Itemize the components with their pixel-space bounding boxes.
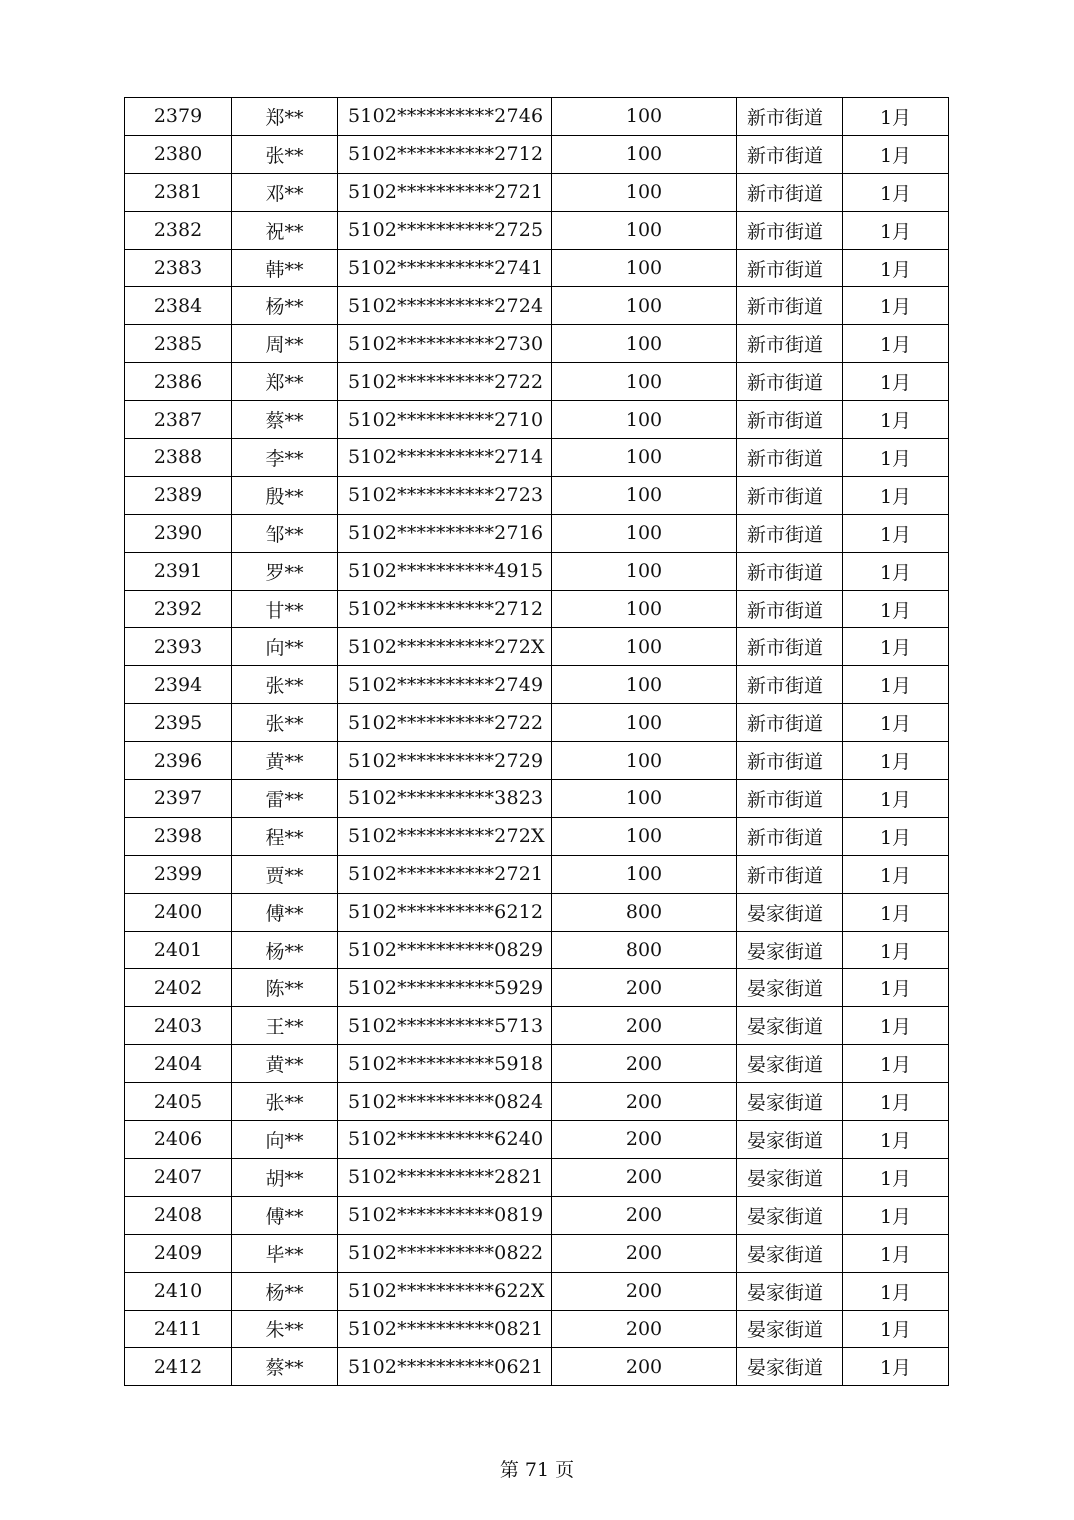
amount-cell: 200 <box>552 1348 737 1386</box>
name-cell: 甘** <box>232 590 338 628</box>
street-cell: 晏家街道 <box>737 1007 843 1045</box>
amount-cell: 200 <box>552 1158 737 1196</box>
serial-cell: 2411 <box>125 1310 232 1348</box>
name-cell: 向** <box>232 1121 338 1159</box>
street-cell: 晏家街道 <box>737 1310 843 1348</box>
id-number-cell: 5102**********2716 <box>338 514 552 552</box>
amount-cell: 100 <box>552 439 737 477</box>
id-number-cell: 5102**********272X <box>338 817 552 855</box>
amount-cell: 100 <box>552 704 737 742</box>
id-number-cell: 5102**********622X <box>338 1272 552 1310</box>
street-cell: 晏家街道 <box>737 893 843 931</box>
month-cell: 1月 <box>843 1310 949 1348</box>
name-cell: 傅** <box>232 1196 338 1234</box>
table-row <box>125 363 949 401</box>
id-number-cell: 5102**********3823 <box>338 780 552 818</box>
street-cell: 晏家街道 <box>737 1348 843 1386</box>
table-row <box>125 893 949 931</box>
table-row <box>125 325 949 363</box>
serial-cell: 2392 <box>125 590 232 628</box>
table-row <box>125 211 949 249</box>
month-cell: 1月 <box>843 780 949 818</box>
serial-cell: 2388 <box>125 439 232 477</box>
id-number-cell: 5102**********4915 <box>338 552 552 590</box>
street-cell: 晏家街道 <box>737 1045 843 1083</box>
serial-cell: 2408 <box>125 1196 232 1234</box>
name-cell: 张** <box>232 1083 338 1121</box>
street-cell: 新市街道 <box>737 590 843 628</box>
serial-cell: 2403 <box>125 1007 232 1045</box>
name-cell: 张** <box>232 666 338 704</box>
table-row <box>125 552 949 590</box>
street-cell: 晏家街道 <box>737 1121 843 1159</box>
name-cell: 郑** <box>232 363 338 401</box>
name-cell: 祝** <box>232 211 338 249</box>
table-row <box>125 817 949 855</box>
street-cell: 新市街道 <box>737 476 843 514</box>
name-cell: 陈** <box>232 969 338 1007</box>
id-number-cell: 5102**********2724 <box>338 287 552 325</box>
month-cell: 1月 <box>843 666 949 704</box>
name-cell: 罗** <box>232 552 338 590</box>
id-number-cell: 5102**********5713 <box>338 1007 552 1045</box>
serial-cell: 2401 <box>125 931 232 969</box>
serial-cell: 2399 <box>125 855 232 893</box>
name-cell: 杨** <box>232 931 338 969</box>
table-row <box>125 401 949 439</box>
month-cell: 1月 <box>843 439 949 477</box>
table-row <box>125 590 949 628</box>
serial-cell: 2391 <box>125 552 232 590</box>
id-number-cell: 5102**********2730 <box>338 325 552 363</box>
id-number-cell: 5102**********2712 <box>338 135 552 173</box>
serial-cell: 2380 <box>125 135 232 173</box>
month-cell: 1月 <box>843 969 949 1007</box>
month-cell: 1月 <box>843 98 949 136</box>
amount-cell: 100 <box>552 211 737 249</box>
amount-cell: 200 <box>552 1310 737 1348</box>
name-cell: 蔡** <box>232 1348 338 1386</box>
serial-cell: 2402 <box>125 969 232 1007</box>
name-cell: 王** <box>232 1007 338 1045</box>
street-cell: 新市街道 <box>737 855 843 893</box>
id-number-cell: 5102**********2725 <box>338 211 552 249</box>
id-number-cell: 5102**********2729 <box>338 742 552 780</box>
page-number: 第 71 页 <box>499 1459 575 1481</box>
table-row <box>125 98 949 136</box>
name-cell: 黄** <box>232 1045 338 1083</box>
id-number-cell: 5102**********2721 <box>338 173 552 211</box>
id-number-cell: 5102**********5918 <box>338 1045 552 1083</box>
amount-cell: 100 <box>552 590 737 628</box>
month-cell: 1月 <box>843 325 949 363</box>
serial-cell: 2379 <box>125 98 232 136</box>
serial-cell: 2382 <box>125 211 232 249</box>
amount-cell: 100 <box>552 287 737 325</box>
amount-cell: 100 <box>552 173 737 211</box>
month-cell: 1月 <box>843 476 949 514</box>
month-cell: 1月 <box>843 1121 949 1159</box>
id-number-cell: 5102**********2741 <box>338 249 552 287</box>
month-cell: 1月 <box>843 1348 949 1386</box>
name-cell: 杨** <box>232 1272 338 1310</box>
name-cell: 傅** <box>232 893 338 931</box>
id-number-cell: 5102**********2723 <box>338 476 552 514</box>
serial-cell: 2390 <box>125 514 232 552</box>
street-cell: 新市街道 <box>737 439 843 477</box>
amount-cell: 100 <box>552 135 737 173</box>
serial-cell: 2410 <box>125 1272 232 1310</box>
name-cell: 韩** <box>232 249 338 287</box>
serial-cell: 2384 <box>125 287 232 325</box>
street-cell: 新市街道 <box>737 780 843 818</box>
street-cell: 新市街道 <box>737 552 843 590</box>
table-row <box>125 514 949 552</box>
month-cell: 1月 <box>843 514 949 552</box>
street-cell: 新市街道 <box>737 249 843 287</box>
table-row <box>125 628 949 666</box>
table-row <box>125 704 949 742</box>
name-cell: 殷** <box>232 476 338 514</box>
month-cell: 1月 <box>843 552 949 590</box>
street-cell: 晏家街道 <box>737 1272 843 1310</box>
name-cell: 贾** <box>232 855 338 893</box>
month-cell: 1月 <box>843 1045 949 1083</box>
street-cell: 晏家街道 <box>737 931 843 969</box>
month-cell: 1月 <box>843 590 949 628</box>
id-number-cell: 5102**********2821 <box>338 1158 552 1196</box>
month-cell: 1月 <box>843 742 949 780</box>
id-number-cell: 5102**********2722 <box>338 704 552 742</box>
name-cell: 周** <box>232 325 338 363</box>
id-number-cell: 5102**********2746 <box>338 98 552 136</box>
name-cell: 胡** <box>232 1158 338 1196</box>
serial-cell: 2398 <box>125 817 232 855</box>
table-row <box>125 931 949 969</box>
serial-cell: 2397 <box>125 780 232 818</box>
table-row <box>125 173 949 211</box>
amount-cell: 100 <box>552 325 737 363</box>
id-number-cell: 5102**********2721 <box>338 855 552 893</box>
amount-cell: 100 <box>552 401 737 439</box>
id-number-cell: 5102**********0621 <box>338 1348 552 1386</box>
serial-cell: 2393 <box>125 628 232 666</box>
month-cell: 1月 <box>843 1083 949 1121</box>
month-cell: 1月 <box>843 1007 949 1045</box>
street-cell: 新市街道 <box>737 514 843 552</box>
id-number-cell: 5102**********2749 <box>338 666 552 704</box>
serial-cell: 2383 <box>125 249 232 287</box>
month-cell: 1月 <box>843 1272 949 1310</box>
name-cell: 张** <box>232 704 338 742</box>
id-number-cell: 5102**********6212 <box>338 893 552 931</box>
name-cell: 邹** <box>232 514 338 552</box>
amount-cell: 200 <box>552 1083 737 1121</box>
amount-cell: 200 <box>552 1272 737 1310</box>
id-number-cell: 5102**********2714 <box>338 439 552 477</box>
street-cell: 新市街道 <box>737 666 843 704</box>
month-cell: 1月 <box>843 401 949 439</box>
amount-cell: 100 <box>552 817 737 855</box>
serial-cell: 2395 <box>125 704 232 742</box>
serial-cell: 2405 <box>125 1083 232 1121</box>
id-number-cell: 5102**********2710 <box>338 401 552 439</box>
street-cell: 晏家街道 <box>737 1196 843 1234</box>
amount-cell: 100 <box>552 780 737 818</box>
serial-cell: 2385 <box>125 325 232 363</box>
table-row <box>125 1007 949 1045</box>
id-number-cell: 5102**********0821 <box>338 1310 552 1348</box>
amount-cell: 200 <box>552 1234 737 1272</box>
street-cell: 新市街道 <box>737 325 843 363</box>
month-cell: 1月 <box>843 817 949 855</box>
serial-cell: 2409 <box>125 1234 232 1272</box>
name-cell: 朱** <box>232 1310 338 1348</box>
serial-cell: 2387 <box>125 401 232 439</box>
name-cell: 李** <box>232 439 338 477</box>
street-cell: 新市街道 <box>737 742 843 780</box>
id-number-cell: 5102**********0824 <box>338 1083 552 1121</box>
serial-cell: 2394 <box>125 666 232 704</box>
id-number-cell: 5102**********0822 <box>338 1234 552 1272</box>
amount-cell: 100 <box>552 363 737 401</box>
serial-cell: 2400 <box>125 893 232 931</box>
street-cell: 新市街道 <box>737 135 843 173</box>
month-cell: 1月 <box>843 628 949 666</box>
month-cell: 1月 <box>843 1158 949 1196</box>
amount-cell: 100 <box>552 249 737 287</box>
table-row <box>125 135 949 173</box>
street-cell: 晏家街道 <box>737 1158 843 1196</box>
month-cell: 1月 <box>843 249 949 287</box>
id-number-cell: 5102**********5929 <box>338 969 552 1007</box>
name-cell: 毕** <box>232 1234 338 1272</box>
street-cell: 新市街道 <box>737 363 843 401</box>
amount-cell: 200 <box>552 1196 737 1234</box>
street-cell: 新市街道 <box>737 401 843 439</box>
serial-cell: 2406 <box>125 1121 232 1159</box>
amount-cell: 100 <box>552 742 737 780</box>
id-number-cell: 5102**********0819 <box>338 1196 552 1234</box>
serial-cell: 2407 <box>125 1158 232 1196</box>
amount-cell: 200 <box>552 969 737 1007</box>
street-cell: 新市街道 <box>737 173 843 211</box>
amount-cell: 200 <box>552 1007 737 1045</box>
table-row <box>125 1121 949 1159</box>
data-table <box>124 97 949 1386</box>
table-row <box>125 666 949 704</box>
serial-cell: 2412 <box>125 1348 232 1386</box>
table-row <box>125 855 949 893</box>
month-cell: 1月 <box>843 173 949 211</box>
month-cell: 1月 <box>843 211 949 249</box>
id-number-cell: 5102**********0829 <box>338 931 552 969</box>
table-row <box>125 780 949 818</box>
month-cell: 1月 <box>843 893 949 931</box>
name-cell: 张** <box>232 135 338 173</box>
table-row <box>125 287 949 325</box>
serial-cell: 2396 <box>125 742 232 780</box>
amount-cell: 100 <box>552 476 737 514</box>
table-row <box>125 1045 949 1083</box>
month-cell: 1月 <box>843 135 949 173</box>
serial-cell: 2404 <box>125 1045 232 1083</box>
amount-cell: 200 <box>552 1045 737 1083</box>
table-row <box>125 1310 949 1348</box>
table-row <box>125 1158 949 1196</box>
amount-cell: 100 <box>552 98 737 136</box>
name-cell: 蔡** <box>232 401 338 439</box>
table-row <box>125 1272 949 1310</box>
id-number-cell: 5102**********272X <box>338 628 552 666</box>
amount-cell: 800 <box>552 931 737 969</box>
name-cell: 杨** <box>232 287 338 325</box>
name-cell: 雷** <box>232 780 338 818</box>
month-cell: 1月 <box>843 855 949 893</box>
table-row <box>125 742 949 780</box>
month-cell: 1月 <box>843 1234 949 1272</box>
id-number-cell: 5102**********6240 <box>338 1121 552 1159</box>
street-cell: 新市街道 <box>737 628 843 666</box>
table-row <box>125 249 949 287</box>
table-row <box>125 476 949 514</box>
month-cell: 1月 <box>843 287 949 325</box>
serial-cell: 2386 <box>125 363 232 401</box>
table-row <box>125 439 949 477</box>
name-cell: 向** <box>232 628 338 666</box>
street-cell: 新市街道 <box>737 98 843 136</box>
street-cell: 新市街道 <box>737 704 843 742</box>
street-cell: 晏家街道 <box>737 969 843 1007</box>
name-cell: 黄** <box>232 742 338 780</box>
name-cell: 程** <box>232 817 338 855</box>
street-cell: 新市街道 <box>737 817 843 855</box>
table-row <box>125 1083 949 1121</box>
table-body <box>125 98 949 1386</box>
street-cell: 晏家街道 <box>737 1234 843 1272</box>
serial-cell: 2389 <box>125 476 232 514</box>
amount-cell: 100 <box>552 628 737 666</box>
table-row <box>125 969 949 1007</box>
month-cell: 1月 <box>843 363 949 401</box>
amount-cell: 100 <box>552 855 737 893</box>
amount-cell: 100 <box>552 666 737 704</box>
amount-cell: 200 <box>552 1121 737 1159</box>
id-number-cell: 5102**********2722 <box>338 363 552 401</box>
name-cell: 邓** <box>232 173 338 211</box>
street-cell: 晏家街道 <box>737 1083 843 1121</box>
amount-cell: 100 <box>552 552 737 590</box>
table-row <box>125 1234 949 1272</box>
name-cell: 郑** <box>232 98 338 136</box>
id-number-cell: 5102**********2712 <box>338 590 552 628</box>
street-cell: 新市街道 <box>737 211 843 249</box>
month-cell: 1月 <box>843 931 949 969</box>
table-row <box>125 1348 949 1386</box>
table-row <box>125 1196 949 1234</box>
street-cell: 新市街道 <box>737 287 843 325</box>
amount-cell: 800 <box>552 893 737 931</box>
amount-cell: 100 <box>552 514 737 552</box>
serial-cell: 2381 <box>125 173 232 211</box>
month-cell: 1月 <box>843 704 949 742</box>
month-cell: 1月 <box>843 1196 949 1234</box>
